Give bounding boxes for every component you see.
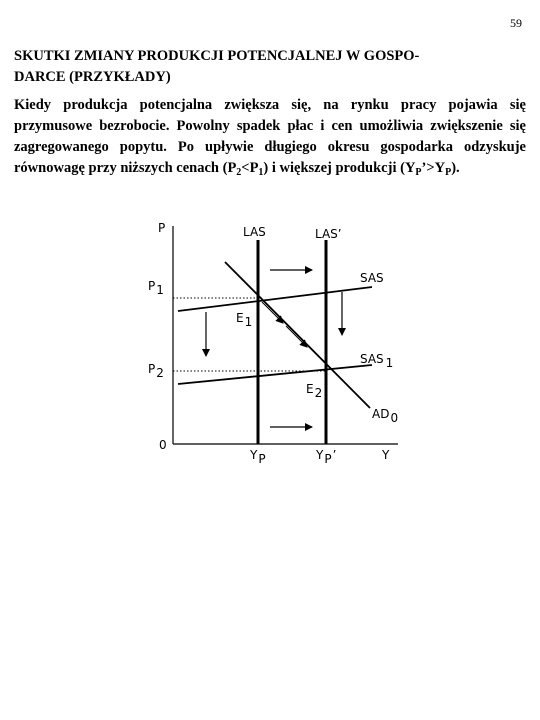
yp-prime-label bbox=[315, 448, 336, 466]
yp-prime-label-sub: P bbox=[324, 452, 332, 466]
heading-line-2: DARCE (PRZYKŁADY) bbox=[14, 69, 171, 85]
yp-prime-label-base: Y bbox=[316, 448, 324, 462]
p1-subscript: 1 bbox=[258, 167, 264, 178]
page-number: 59 bbox=[510, 16, 522, 30]
yp-prime-label-prime: ’ bbox=[332, 448, 337, 462]
ad0-line bbox=[225, 262, 370, 408]
las-label: LAS bbox=[243, 225, 266, 239]
sas1-label-base: SAS bbox=[360, 352, 384, 366]
ad0-label bbox=[372, 407, 398, 425]
paragraph-text-end: ). bbox=[451, 160, 460, 176]
p2-label bbox=[148, 362, 164, 380]
yp-prime-symbol: Y bbox=[404, 160, 416, 176]
p2-label-sub: 2 bbox=[156, 366, 164, 380]
e2-label bbox=[306, 382, 322, 400]
p2-subscript: 2 bbox=[236, 167, 242, 178]
e1-label-sub: 1 bbox=[244, 315, 253, 329]
e2-label-sub: 2 bbox=[314, 386, 323, 400]
sas-line bbox=[178, 287, 372, 311]
paragraph-text: Kiedy produkcja potencjalna zwiększa się, na rynku pracy pojawia się przymusowe bezrobocie. Powolny spadek płac i cen umożliwia zwiększenie się zagregowanego popytu. Po upływie długiego okresu gospodarka odzyskuje równowagę przy niższych cenach ( bbox=[14, 97, 526, 176]
p1-symbol: P bbox=[249, 160, 259, 176]
ad0-label-sub: 0 bbox=[390, 411, 399, 425]
sas1-label-sub: 1 bbox=[385, 356, 394, 370]
yp-subscript: P bbox=[445, 167, 452, 178]
paragraph-text-mid: ) i większej produkcji ( bbox=[263, 160, 405, 176]
p1-label-base: P bbox=[148, 279, 156, 293]
p2-symbol: P bbox=[227, 160, 237, 176]
yp-label bbox=[249, 448, 266, 466]
ad-move-arrow-2 bbox=[286, 326, 307, 347]
sas-label: SAS bbox=[360, 271, 384, 285]
axis-x-label: Y bbox=[382, 448, 390, 462]
sas1-label bbox=[360, 352, 393, 370]
yp-prime-subscript: P bbox=[415, 167, 422, 178]
less-than-sign: < bbox=[241, 160, 250, 176]
prime-greater-than: ’> bbox=[421, 160, 435, 176]
p1-label bbox=[148, 279, 164, 297]
ad-move-arrow-1 bbox=[262, 302, 283, 323]
yp-label-sub: P bbox=[258, 452, 266, 466]
yp-symbol: Y bbox=[434, 160, 446, 176]
e1-label-base: E bbox=[236, 311, 244, 325]
las-prime-label: LAS’ bbox=[315, 227, 342, 241]
ad0-label-base: AD bbox=[372, 407, 390, 421]
p1-label-sub: 1 bbox=[156, 283, 164, 297]
origin-label: 0 bbox=[159, 438, 167, 452]
e1-label bbox=[236, 311, 252, 329]
p2-label-base: P bbox=[148, 362, 156, 376]
e2-label-base: E bbox=[306, 382, 314, 396]
yp-label-base: Y bbox=[250, 448, 258, 462]
axis-y-label: P bbox=[158, 221, 166, 235]
heading-line-1: SKUTKI ZMIANY PRODUKCJI POTENCJALNEJ W GOSPO- bbox=[14, 48, 420, 64]
